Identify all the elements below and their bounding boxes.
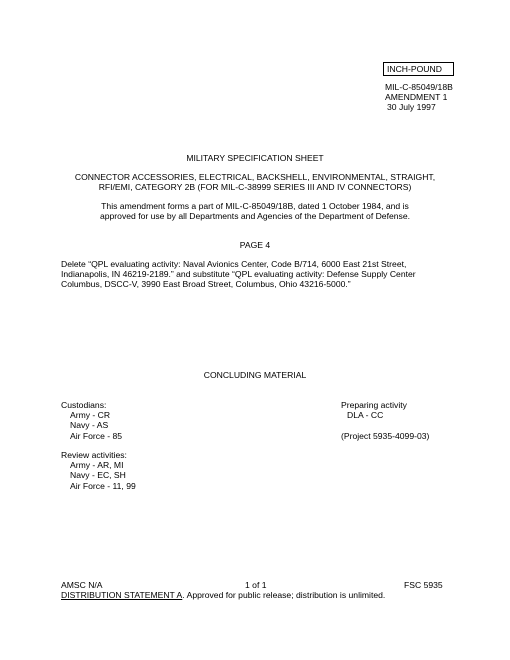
review-item: Air Force - 11, 99 [70,481,136,491]
preparing-activity-label: Preparing activity [341,400,407,410]
custodian-item: Navy - AS [70,420,109,430]
distribution-statement-label: DISTRIBUTION STATEMENT A [61,590,183,600]
inch-pound-label: INCH-POUND [387,64,442,74]
concluding-material-heading: CONCLUDING MATERIAL [203,370,307,380]
review-activities-label: Review activities: [61,450,127,460]
amsc-label: AMSC N/A [61,580,103,590]
custodians-label: Custodians: [61,400,107,410]
custodian-item: Air Force - 85 [70,431,123,441]
intro-line-2: approved for use by all Departments and Agencies of the Department of Defense. [99,211,411,221]
preparing-activity-value: DLA - CC [347,410,384,420]
subject-line-1: CONNECTOR ACCESSORIES, ELECTRICAL, BACKSHELL, ENVIRONMENTAL, STRAIGHT, [74,172,436,182]
custodian-item: Army - CR [70,410,111,420]
subject-line-2: RFI/EMI, CATEGORY 2B (FOR MIL-C-38999 SERIES III AND IV CONNECTORS) [98,182,412,192]
inch-pound-box [383,62,454,76]
fsc-code: FSC 5935 [404,580,443,590]
review-item: Navy - EC, SH [70,470,126,480]
spec-number: MIL-C-85049/18B [385,82,453,92]
review-item: Army - AR, MI [70,460,124,470]
distribution-statement-text: . Approved for public release; distribution is unlimited. [182,590,386,600]
change-line-1: Delete “QPL evaluating activity: Naval Avionics Center, Code B/714, 6000 East 21st Street, [61,259,407,269]
page-reference: PAGE 4 [239,240,271,250]
change-line-2: Indianapolis, IN 46219-2189.” and substitute “QPL evaluating activity: Defense Supply Center [61,269,416,279]
intro-line-1: This amendment forms a part of MIL-C-85049/18B, dated 1 October 1984, and is [101,201,409,211]
amendment-date: 30 July 1997 [387,102,436,112]
page-count: 1 of 1 [245,580,267,590]
sheet-title: MILITARY SPECIFICATION SHEET [186,153,324,163]
project-number: (Project 5935-4099-03) [341,431,430,441]
change-line-3: Columbus, DSCC-V, 3990 East Broad Street, Columbus, Ohio 43216-5000.” [61,279,351,289]
amendment-number: AMENDMENT 1 [385,92,448,102]
distribution-statement [61,590,385,600]
